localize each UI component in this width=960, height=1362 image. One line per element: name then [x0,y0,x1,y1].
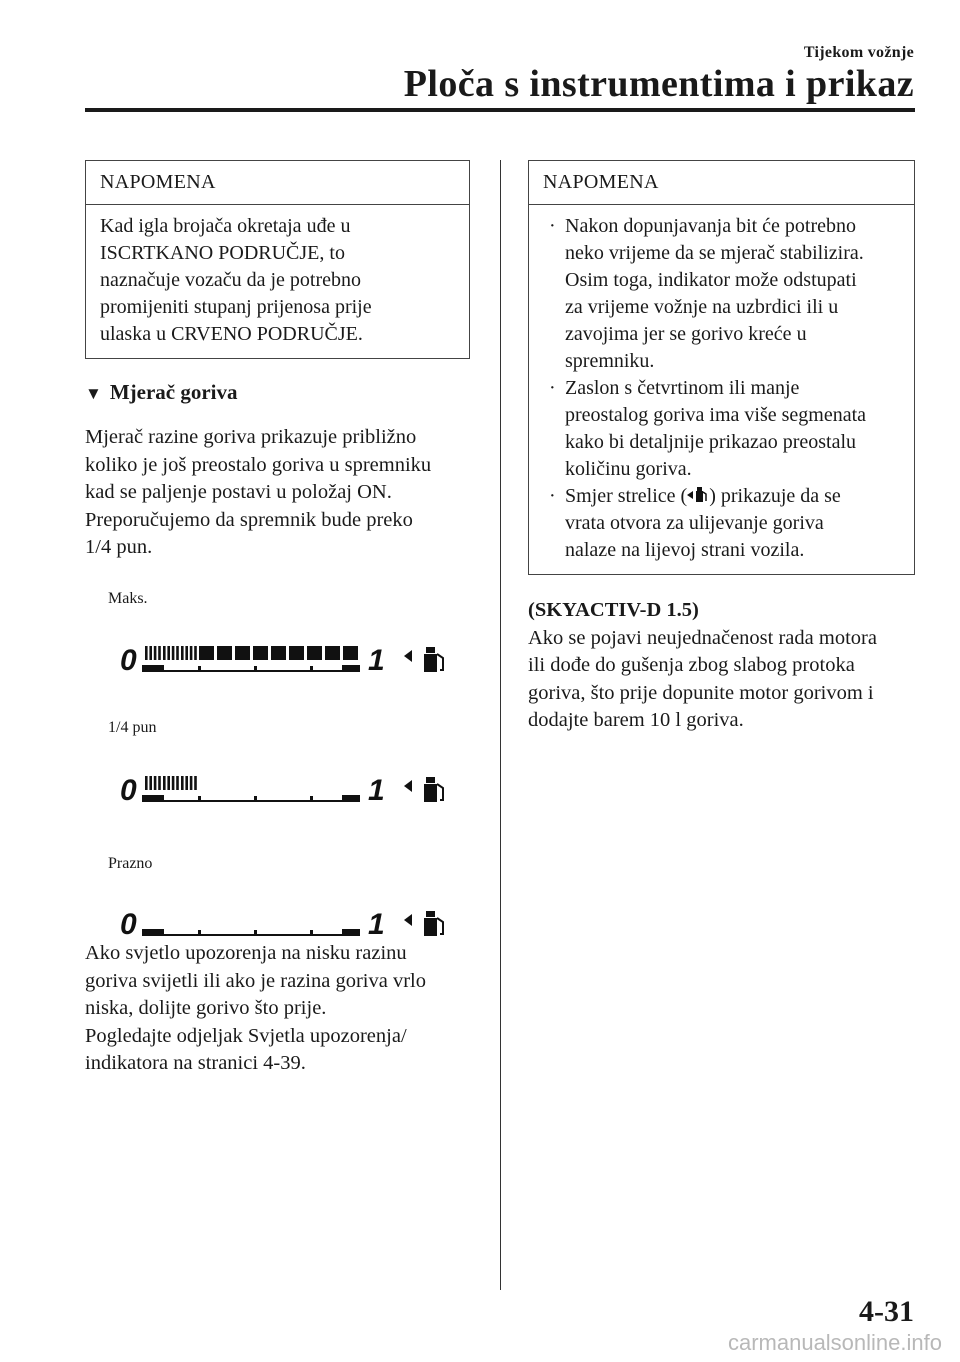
gauge-segment-bar [149,776,152,790]
fuel-door-arrow [404,780,412,792]
bullet-line: vrata otvora za ulijevanje goriva [565,512,824,534]
gauge-segment-bar [167,646,170,660]
gauge-segment-bar [167,776,170,790]
paragraph-line: Mjerač razine goriva prikazuje približno [85,426,417,448]
fuel-gauge-intro [85,424,431,562]
gauge-segment-bar [190,646,193,660]
gauge-label-max: Maks. [108,590,148,607]
gauge-segment-block [307,646,322,660]
gauge-tick [254,796,257,802]
low-fuel-paragraph [85,940,426,1078]
gauge-tick [198,796,201,802]
header-rule [85,108,915,112]
gauge-segment-block [217,646,232,660]
paragraph-line: Preporučujemo da spremnik bude preko [85,508,413,531]
gauge-segment [217,646,232,660]
bullet-text: Smjer strelice ( [565,485,688,507]
paragraph-line: kad se paljenje postavi u položaj ON. [85,481,392,503]
gauge-segment [325,646,340,660]
fuel-gauge-max [118,636,468,686]
page-number: 4-31 [859,1295,914,1328]
bullet-line: zavojima jer se gorivo kreće u [565,323,807,345]
gauge-segment [199,646,214,660]
bullet-line: neko vrijeme da se mjerač stabilizira. [565,242,864,264]
fuel-pump-icon [404,777,443,802]
triangle-down-icon: ▼ [85,384,102,403]
bullet-dot: · [549,215,556,237]
fuel-pump-top [426,647,435,653]
gauge-segment-bar [172,776,175,790]
gauge-max-label: 1 [368,908,385,941]
note-heading: NAPOMENA [529,161,914,205]
gauge-segment-bar [194,776,197,790]
running-header-section: Tijekom vožnje [803,44,914,61]
bullet-line: Zaslon s četvrtinom ili manje [565,377,800,399]
gauge-start-cap [142,929,164,936]
gauge-segment-bar [176,646,179,660]
note-line: promijeniti stupanj prijenosa prije [100,296,372,318]
bullet-line: preostalog goriva ima više segmenata [565,404,867,426]
gauge-end-cap [342,929,360,936]
paragraph-line: 1/4 pun. [85,536,153,558]
bullet-dot: · [549,377,556,399]
gauge-segment-bar [163,776,166,790]
paragraph-line: indikatora na stranici 4-39. [85,1052,306,1074]
gauge-segment-bar [194,646,197,660]
gauge-tick [310,666,313,672]
gauge-end-cap [342,795,360,802]
bullet-dot: · [549,485,556,507]
gauge-segment-bar [172,646,175,660]
gauge-segment [343,646,358,660]
note-body [529,205,914,574]
fuel-pump-body [424,654,437,672]
gauge-segment [181,776,197,790]
paragraph-line: niska, dolijte gorivo što prije. [85,997,327,1019]
gauge-segment [163,776,179,790]
gauge-segment [145,776,161,790]
bullet-line: količinu goriva. [565,458,692,480]
gauge-segment [271,646,286,660]
gauge-segment-block [325,646,340,660]
note-line: ulaska u CRVENO PODRUČJE. [100,323,363,345]
gauge-segment-bar [163,646,166,660]
gauge-start-cap [142,795,164,802]
paragraph-line: Ako svjetlo upozorenja na nisku razinu [85,942,407,964]
gauge-min-label: 0 [120,774,137,807]
gauge-segment [181,646,197,660]
fuel-door-arrow [404,914,412,926]
note-bullet [543,213,900,375]
gauge-segment-bar [181,776,184,790]
gauge-tick [198,930,201,936]
gauge-segment-bar [158,776,161,790]
gauge-tick [310,930,313,936]
gauge-segment [289,646,304,660]
paragraph-line: ili dođe do gušenja zbog slabog protoka [528,654,855,676]
gauge-segment-bar [158,646,161,660]
fuel-gauge-heading [85,380,238,405]
gauge-start-cap [142,665,164,672]
gauge-label-quarter: 1/4 pun [108,719,157,736]
gauge-max-label: 1 [368,644,385,677]
bullet-line: spremniku. [565,350,655,372]
bullet-text: ) prikazuje da se [709,485,841,507]
fuel-pump-body [424,918,437,936]
note-bullet [543,483,900,564]
note-bullet [543,375,900,483]
paragraph-line: Ako se pojavi neujednačenost rada motora [528,626,877,649]
gauge-segment-block [199,646,214,660]
column-divider [500,160,501,1290]
gauge-segment [235,646,250,660]
gauge-tick [310,796,313,802]
paragraph-line: goriva svijetli ili ako je razina goriva vrlo [85,969,426,992]
note-line: Kad igla brojača okretaja uđe u [100,215,351,237]
gauge-segment-bar [185,646,188,660]
fuel-pump-body [424,784,437,802]
gauge-segment [253,646,268,660]
gauge-tick [254,930,257,936]
gauge-baseline [164,800,342,802]
bullet-line [565,483,900,510]
fuel-pump-icon [404,647,443,672]
note-line: naznačuje vozaču da je potrebno [100,269,361,291]
gauge-segment-block [289,646,304,660]
bullet-line: kako bi detaljnije prikazao preostalu [565,431,857,453]
running-header-title: Ploča s instrumentima i prikaz [403,63,914,105]
gauge-max-label: 1 [368,774,385,807]
gauge-segment-bar [190,776,193,790]
paragraph-line: goriva, što prije dopunite motor gorivom i [528,681,874,704]
fuel-pump-hose [437,918,443,934]
paragraph-line: dodajte barem 10 l goriva. [528,709,744,731]
gauge-segment-bar [181,646,184,660]
gauge-segment-bar [154,776,157,790]
gauge-tick [198,666,201,672]
gauge-segment-bar [149,646,152,660]
fuel-door-arrow [404,650,412,662]
skyactiv-paragraph [528,597,877,735]
gauge-min-label: 0 [120,644,137,677]
bullet-line: Osim toga, indikator može odstupati [565,269,857,291]
gauge-segment-block [253,646,268,660]
note-box-right [528,160,915,575]
gauge-segment-bar [145,776,148,790]
gauge-segment-block [343,646,358,660]
gauge-baseline [164,934,342,936]
paragraph-line: Pogledajte odjeljak Svjetla upozorenja/ [85,1024,407,1047]
note-box-left [85,160,470,359]
skyactiv-heading: (SKYACTIV-D 1.5) [528,599,699,621]
fuel-pump-hose [437,784,443,800]
bullet-line: nalaze na lijevoj strani vozila. [565,539,805,561]
bullet-line: Nakon dopunjavanja bit će potrebno [565,215,857,237]
gauge-segment [145,646,161,660]
paragraph-line: koliko je još preostalo goriva u spremniku [85,453,432,476]
gauge-segment-bar [145,646,148,660]
fuel-pump-top [426,777,435,783]
fuel-pump-icon [404,911,443,936]
gauge-segment-bar [185,776,188,790]
note-body [86,205,469,358]
gauge-segment-bar [176,776,179,790]
gauge-label-empty: Prazno [108,855,153,872]
gauge-segment-bar [154,646,157,660]
fuel-door-arrow-icon [687,485,709,505]
gauge-segment [307,646,322,660]
gauge-tick [254,666,257,672]
gauge-segment-block [271,646,286,660]
bullet-line: za vrijeme vožnje na uzbrdici ili u [565,296,839,318]
gauge-end-cap [342,665,360,672]
gauge-segment-block [235,646,250,660]
gauge-segment [163,646,179,660]
watermark: carmanualsonline.info [727,1330,942,1355]
gauge-baseline [164,670,342,672]
fuel-pump-hose [437,654,443,670]
note-line: ISCRTKANO PODRUČJE, to [100,242,345,264]
fuel-pump-top [426,911,435,917]
fuel-gauge-quarter [118,766,468,816]
fuel-gauge-heading-text: Mjerač goriva [109,380,238,404]
gauge-min-label: 0 [120,908,137,941]
note-heading: NAPOMENA [86,161,469,205]
